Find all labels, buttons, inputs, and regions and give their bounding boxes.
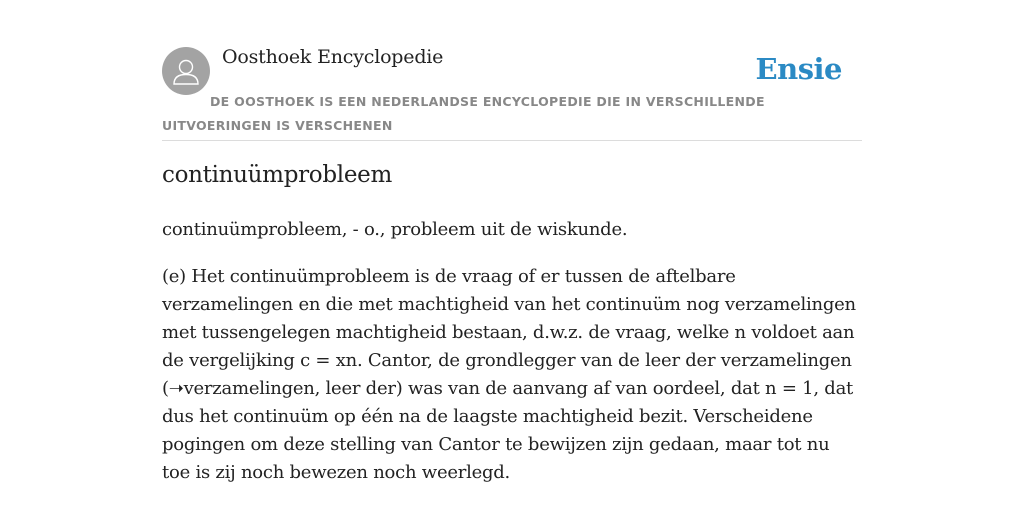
article-title: continuümprobleem [162,162,392,188]
article-paragraph-body: (e) Het continuümprobleem is de vraag of er tussen de aftelbare verzamelingen en die met machtigheid van het continuüm nog verzamelingen met tussengelegen machtigheid bestaan, d.w.z. de vraag, welke n voldoet aan de vergelijking c = xn. Cantor, de grondlegger van de leer der verzamelingen (➝verzamelingen, leer der) was van de aanvang af van oordeel, dat n = 1, dat dus het continuüm op één na de laagste machtigheid bezit. Verscheidene pogingen om deze stelling van Cantor te bewijzen zijn gedaan, maar tot nu toe is zij noch bewezen noch weerlegd. [162,266,856,483]
user-silhouette-icon[interactable] [162,47,210,95]
source-name-link[interactable]: Oosthoek Encyclopedie [222,46,444,68]
page-content [162,0,862,483]
brand-logo[interactable]: Ensie [755,52,842,86]
article-paragraph-definition: continuümprobleem, - o., probleem uit de wiskunde. [162,219,628,240]
source-header [162,0,862,141]
source-tagline: DE OOSTHOEK IS EEN NEDERLANDSE ENCYCLOPEDIE DIE IN VERSCHILLENDE UITVOERINGEN IS VERSCHENEN [162,94,765,133]
